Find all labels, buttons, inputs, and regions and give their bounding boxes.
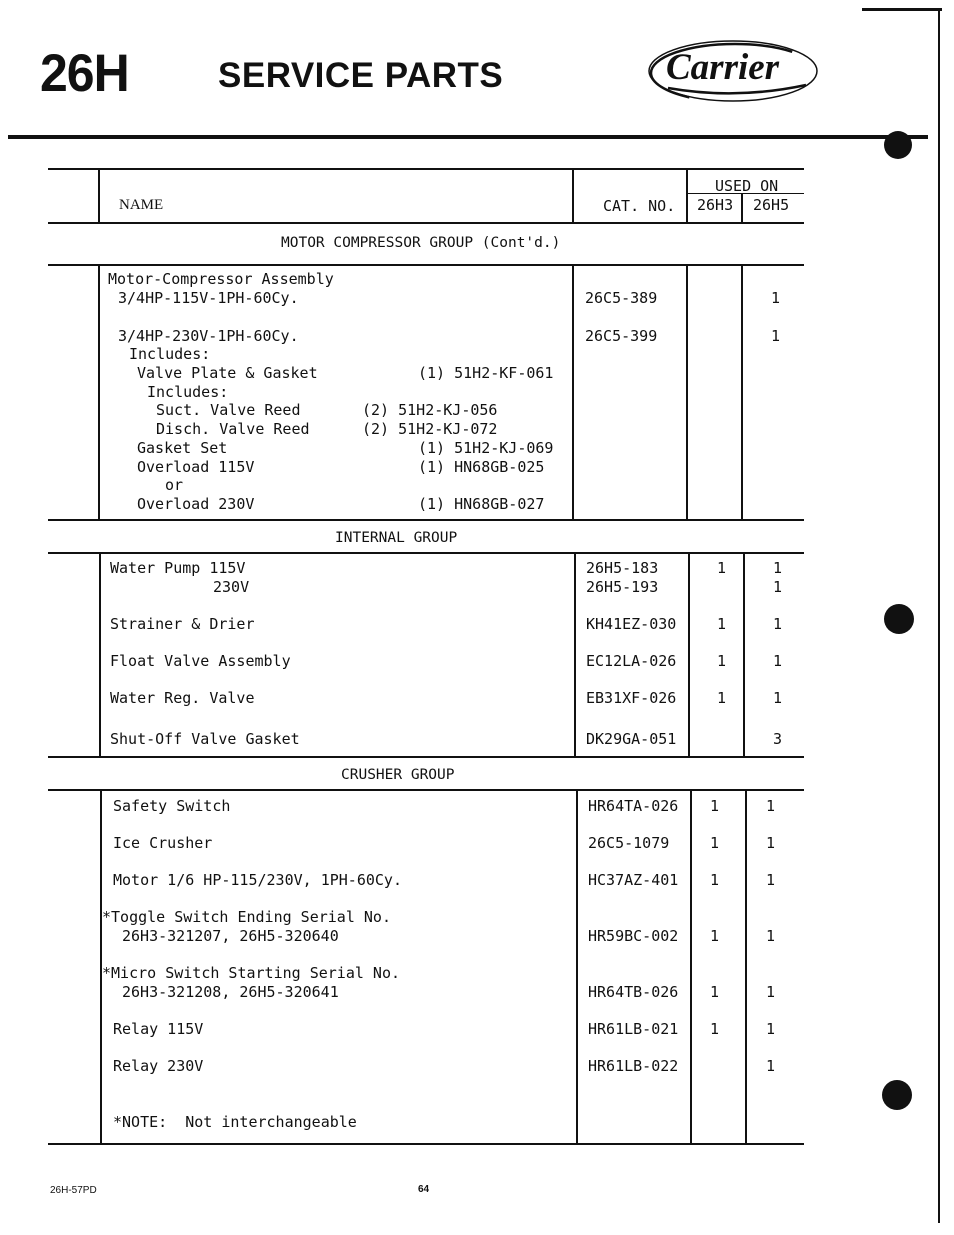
or-label: or xyxy=(165,476,184,494)
cat-no: 26H5-183 xyxy=(586,559,659,577)
cat-no: EB31XF-026 xyxy=(586,689,677,707)
col-divider xyxy=(688,552,690,757)
col-divider xyxy=(741,264,743,520)
col-26h5-header: 26H5 xyxy=(753,196,790,214)
list-item: 3/4HP-230V-1PH-60Cy. xyxy=(118,327,299,345)
qty-26h5: 3 xyxy=(773,730,783,748)
qty-26h3: 1 xyxy=(710,927,720,945)
qty-26h5: 1 xyxy=(766,1057,776,1075)
used-on-header: USED ON xyxy=(715,177,779,195)
sub-part-number: (1) 51H2-KF-061 xyxy=(418,364,554,382)
group-rule xyxy=(48,552,804,554)
cat-no: HR64TB-026 xyxy=(588,983,679,1001)
col-divider xyxy=(690,789,692,1144)
binder-hole-icon xyxy=(884,604,914,634)
sub-part-number: (2) 51H2-KJ-056 xyxy=(362,401,498,419)
list-item: Relay 115V xyxy=(113,1020,204,1038)
cat-no: HR59BC-002 xyxy=(588,927,679,945)
sub-part-number: (1) HN68GB-025 xyxy=(418,458,545,476)
qty-26h5: 1 xyxy=(766,1020,776,1038)
assembly-label: Motor-Compressor Assembly xyxy=(108,270,334,288)
list-item: 26H3-321208, 26H5-320641 xyxy=(122,983,339,1001)
page-number: 64 xyxy=(418,1184,430,1195)
sub-part-number: (1) 51H2-KJ-069 xyxy=(418,439,554,457)
table-top-rule xyxy=(48,168,804,170)
col-divider xyxy=(98,168,100,223)
list-item: 3/4HP-115V-1PH-60Cy. xyxy=(118,289,299,307)
table-header-rule xyxy=(48,222,804,224)
qty-26h3: 1 xyxy=(710,983,720,1001)
qty-26h5: 1 xyxy=(766,983,776,1001)
col-divider xyxy=(745,789,747,1144)
group-title-internal: INTERNAL GROUP xyxy=(335,530,458,546)
cat-no: 26C5-1079 xyxy=(588,834,670,852)
cat-no: 26H5-193 xyxy=(586,578,659,596)
col-divider xyxy=(743,552,745,757)
sub-part-name: Overload 230V xyxy=(137,495,255,513)
col-divider xyxy=(741,194,743,223)
list-item: Ice Crusher xyxy=(113,834,213,852)
qty-26h5: 1 xyxy=(773,689,783,707)
cat-no: HC37AZ-401 xyxy=(588,871,679,889)
cat-no: HR64TA-026 xyxy=(588,797,679,815)
right-edge-line xyxy=(938,8,940,1223)
qty-26h3: 1 xyxy=(717,615,727,633)
col-divider xyxy=(572,168,574,223)
sub-part-name: Disch. Valve Reed xyxy=(156,420,310,438)
qty-26h3: 1 xyxy=(710,1020,720,1038)
cat-no-header: CAT. NO. xyxy=(603,197,676,215)
list-item: Relay 230V xyxy=(113,1057,204,1075)
list-item: *Toggle Switch Ending Serial No. xyxy=(102,908,391,926)
qty-26h5: 1 xyxy=(773,652,783,670)
list-item: 26H3-321207, 26H5-320640 xyxy=(122,927,339,945)
qty-26h5: 1 xyxy=(766,797,776,815)
qty-26h3: 1 xyxy=(717,689,727,707)
binder-hole-icon xyxy=(884,131,912,159)
qty-26h3: 1 xyxy=(717,559,727,577)
list-item: Safety Switch xyxy=(113,797,231,815)
col-divider xyxy=(574,552,576,757)
qty-26h5: 1 xyxy=(771,289,781,307)
qty-26h5: 1 xyxy=(766,834,776,852)
cat-no: HR61LB-022 xyxy=(588,1057,679,1075)
qty-26h5: 1 xyxy=(771,327,781,345)
cat-no: 26C5-399 xyxy=(585,327,658,345)
qty-26h3: 1 xyxy=(710,834,720,852)
qty-26h5: 1 xyxy=(773,578,783,596)
document-code: 26H-57PD xyxy=(50,1185,97,1196)
sub-part-name: Gasket Set xyxy=(137,439,228,457)
list-item: Shut-Off Valve Gasket xyxy=(110,730,300,748)
carrier-logo xyxy=(646,38,820,104)
qty-26h3: 1 xyxy=(717,652,727,670)
binder-hole-icon xyxy=(882,1080,912,1110)
sub-part-number: (1) HN68GB-027 xyxy=(418,495,545,513)
sub-part-name: Valve Plate & Gasket xyxy=(137,364,318,382)
list-item: Motor 1/6 HP-115/230V, 1PH-60Cy. xyxy=(113,871,402,889)
list-item: Water Reg. Valve xyxy=(110,689,255,707)
group-rule xyxy=(48,264,804,266)
sub-part-name: Overload 115V xyxy=(137,458,255,476)
cat-no: 26C5-389 xyxy=(585,289,658,307)
sub-part-number: (2) 51H2-KJ-072 xyxy=(362,420,498,438)
group-title-motor: MOTOR COMPRESSOR GROUP (Cont'd.) xyxy=(281,235,561,251)
qty-26h5: 1 xyxy=(773,615,783,633)
cat-no: DK29GA-051 xyxy=(586,730,677,748)
list-item: Strainer & Drier xyxy=(110,615,255,633)
col-divider xyxy=(686,264,688,520)
col-divider xyxy=(99,552,101,757)
model-number: 26H xyxy=(40,43,129,103)
qty-26h5: 1 xyxy=(773,559,783,577)
col-divider xyxy=(686,168,688,223)
header-rule xyxy=(8,135,928,139)
name-header: NAME xyxy=(119,197,164,213)
includes-label: Includes: xyxy=(147,383,229,401)
qty-26h5: 1 xyxy=(766,927,776,945)
qty-26h3: 1 xyxy=(710,797,720,815)
page-title: SERVICE PARTS xyxy=(218,56,504,95)
group-rule xyxy=(48,756,804,758)
col-26h3-header: 26H3 xyxy=(697,196,734,214)
group-title-crusher: CRUSHER GROUP xyxy=(341,767,455,783)
cat-no: HR61LB-021 xyxy=(588,1020,679,1038)
qty-26h3: 1 xyxy=(710,871,720,889)
col-divider xyxy=(576,789,578,1144)
col-divider xyxy=(572,264,574,520)
qty-26h5: 1 xyxy=(766,871,776,889)
cat-no: KH41EZ-030 xyxy=(586,615,677,633)
footnote: *NOTE: Not interchangeable xyxy=(113,1113,357,1131)
corner-rule xyxy=(862,8,942,11)
list-item: 230V xyxy=(213,578,250,596)
list-item: Float Valve Assembly xyxy=(110,652,291,670)
col-divider xyxy=(98,264,100,520)
list-item: *Micro Switch Starting Serial No. xyxy=(102,964,401,982)
list-item: Water Pump 115V xyxy=(110,559,246,577)
cat-no: EC12LA-026 xyxy=(586,652,677,670)
group-rule xyxy=(48,519,804,521)
sub-part-name: Suct. Valve Reed xyxy=(156,401,301,419)
brand-name: Carrier xyxy=(666,47,780,88)
includes-label: Includes: xyxy=(129,345,211,363)
